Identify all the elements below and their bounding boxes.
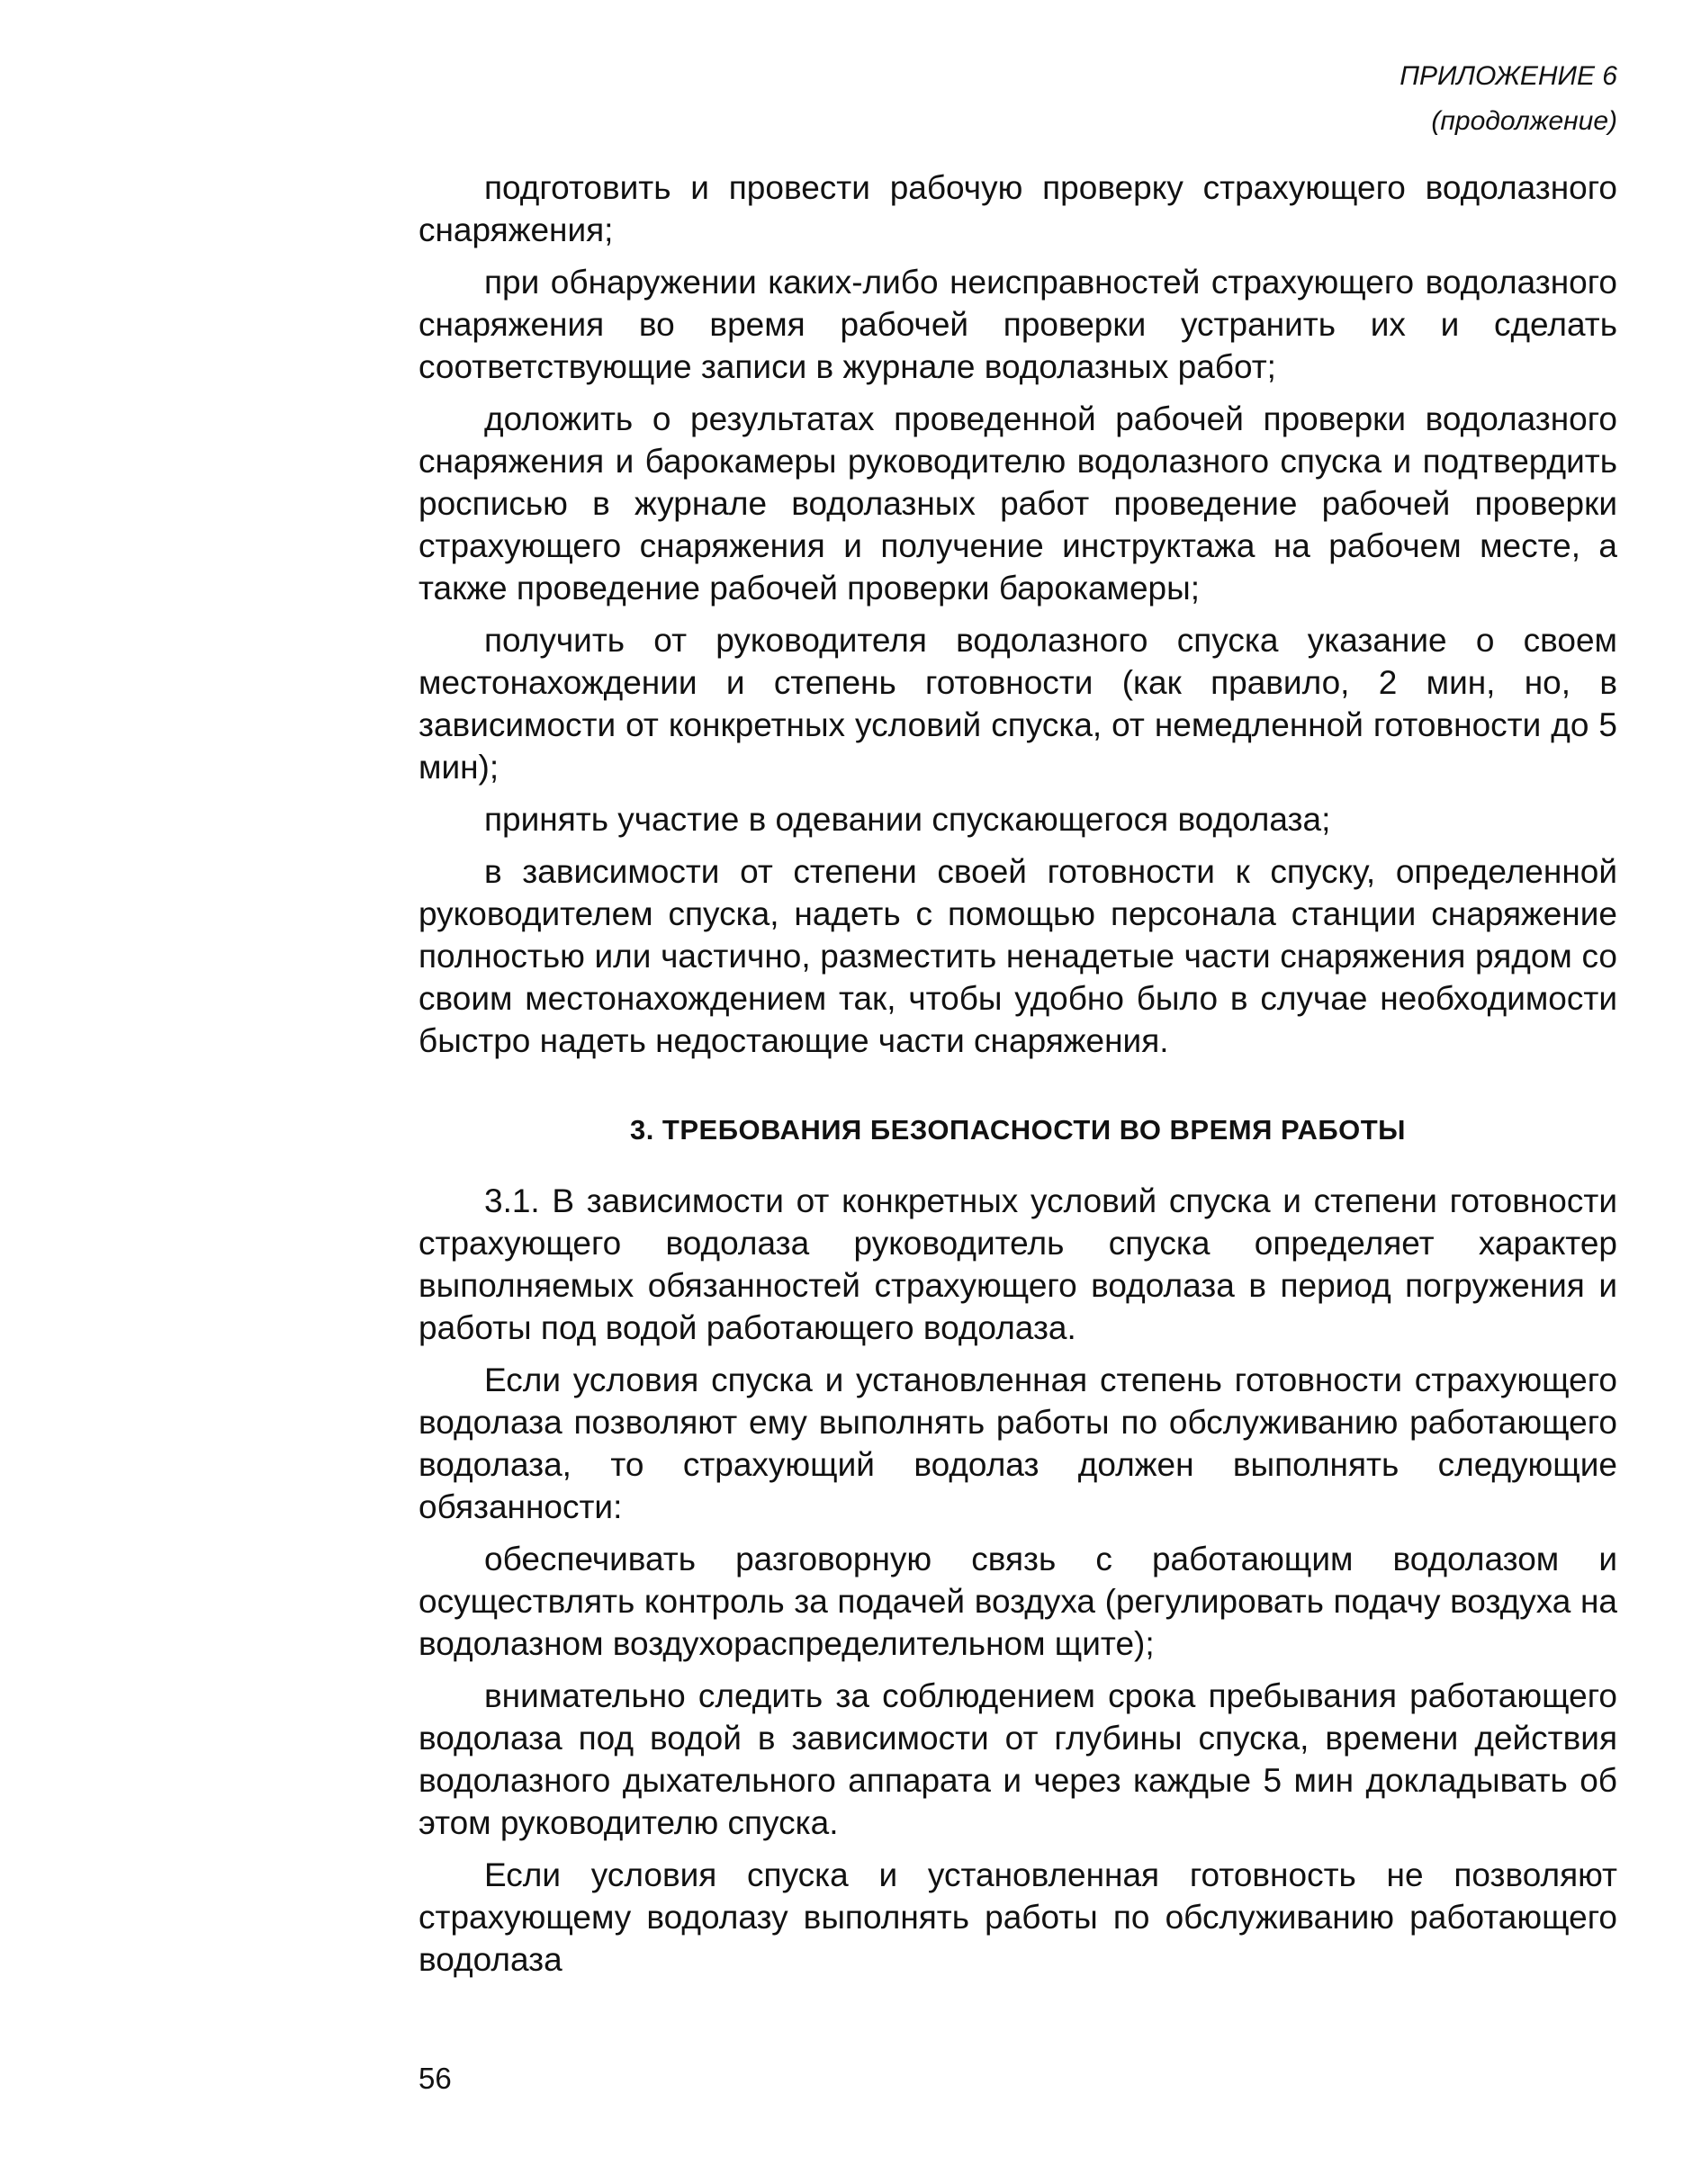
paragraph: подготовить и провести рабочую проверку страхующего водолазного снаряжения; — [418, 169, 1617, 248]
paragraph: при обнаружении каких-либо неисправностей страхующего водолазного снаряжения во время рабочей проверки устранить их и сделать соответствующие записи в журнале водолазных работ; — [418, 264, 1617, 385]
paragraph: Если условия спуска и установленная степень готовности страхующего водолаза позволяют ему выполнять работы по обслуживанию работающего водолаза, то страхующий водолаз должен выполнять следующие обязанности: — [418, 1362, 1617, 1525]
document-page — [418, 54, 1617, 1991]
appendix-label: ПРИЛОЖЕНИЕ 6 — [1400, 61, 1617, 91]
paragraph: 3.1. В зависимости от конкретных условий спуска и степени готовности страхующего водолаза руководитель спуска определяет характер выполняемых обязанностей страхующего водолаза в период погружения и работы под водой работающего водолаза. — [418, 1182, 1617, 1346]
paragraph: обеспечивать разговорную связь с работающим водолазом и осуществлять контроль за подачей воздуха (регулировать подачу воздуха на водолазном воздухораспределительном щите); — [418, 1541, 1617, 1662]
paragraph: в зависимости от степени своей готовности к спуску, определенной руководителем спуска, надеть с помощью персонала станции снаряжение полностью или частично, разместить ненадетые части снаряжения рядом со своим местонахождением так, чтобы удобно было в случае необходимости быстро надеть недостающие части снаряжения. — [418, 853, 1617, 1059]
continuation-label: (продолжение) — [1431, 106, 1617, 136]
paragraph: принять участие в одевании спускающегося водолаза; — [484, 801, 1331, 838]
paragraph: доложить о результатах проведенной рабочей проверки водолазного снаряжения и барокамеры руководителю водолазного спуска и подтвердить росписью в журнале водолазных работ проведение рабочей проверки страхующего снаряжения и получение инструктажа на рабочем месте, а также проведение рабочей проверки барокамеры; — [418, 400, 1617, 607]
running-header — [418, 54, 1617, 144]
body-text — [418, 166, 1617, 1981]
paragraph: получить от руководителя водолазного спуска указание о своем местонахождении и степень готовности (как правило, 2 мин, но, в зависимости от конкретных условий спуска, от немедленной готовности до 5 мин); — [418, 622, 1617, 786]
paragraph: внимательно следить за соблюдением срока пребывания работающего водолаза под водой в зависимости от глубины спуска, времени действия водолазного дыхательного аппарата и через каждые 5 мин докладывать об этом руководителю спуска. — [418, 1677, 1617, 1841]
section-heading: 3. ТРЕБОВАНИЯ БЕЗОПАСНОСТИ ВО ВРЕМЯ РАБОТЫ — [629, 1114, 1407, 1146]
page-number: 56 — [418, 2062, 452, 2095]
paragraph: Если условия спуска и установленная готовность не позволяют страхующему водолазу выполнять работы по обслуживанию работающего водолаза — [418, 1856, 1617, 1978]
